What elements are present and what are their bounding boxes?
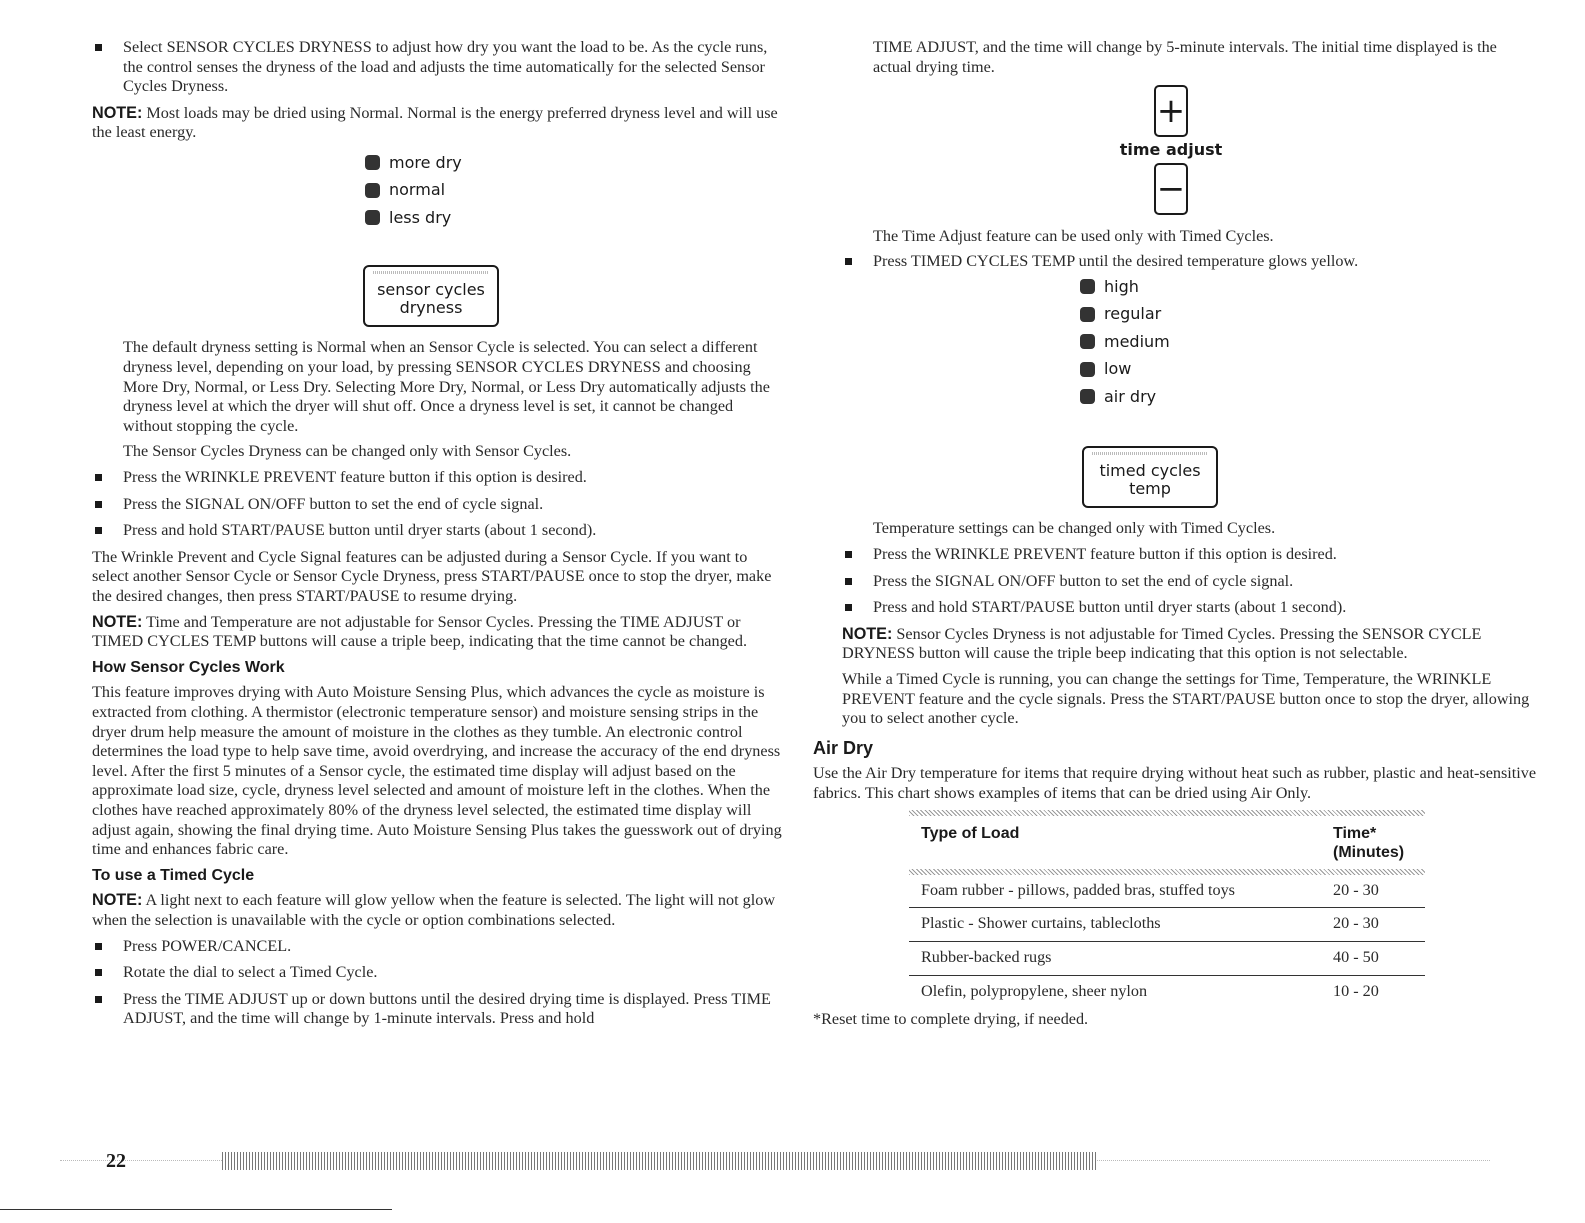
section-heading-how-sensor-cycles-work: How Sensor Cycles Work bbox=[92, 658, 285, 676]
bullet-list-options bbox=[92, 468, 782, 541]
note-paragraph bbox=[92, 613, 782, 652]
option-normal bbox=[365, 176, 782, 204]
cell-load: Foam rubber - pillows, padded bras, stuffed toys bbox=[909, 875, 1321, 908]
bullet-list-timed bbox=[92, 937, 782, 1029]
option-regular bbox=[1080, 300, 1537, 328]
bullet-text: Press POWER/CANCEL. bbox=[123, 936, 292, 955]
bullet-text: Press the SIGNAL ON/OFF button to set the end of cycle signal. bbox=[873, 571, 1294, 590]
cell-time: 10 - 20 bbox=[1333, 981, 1379, 1000]
cell-time: 20 - 30 bbox=[1321, 875, 1425, 908]
air-dry-paragraph: Use the Air Dry temperature for items that require drying without heat such as rubber, plastic and heat-sensitive fabrics. This chart shows examples of items that can be dried using Air Only. bbox=[813, 764, 1537, 802]
indicator-light-icon bbox=[365, 183, 380, 198]
bullet-square-icon bbox=[845, 258, 852, 265]
dryness-options bbox=[365, 149, 782, 232]
bottom-edge-rule bbox=[0, 1209, 392, 1210]
button-label-line2: temp bbox=[1129, 479, 1171, 499]
note-paragraph bbox=[92, 891, 782, 930]
bullet-list-timed-options bbox=[842, 545, 1537, 618]
option-label: regular bbox=[1104, 304, 1162, 324]
note-label: NOTE: bbox=[92, 103, 143, 122]
header-line2: (Minutes) bbox=[1333, 844, 1405, 862]
while-running-paragraph: While a Timed Cycle is running, you can change the settings for Time, Temperature, the WRINKLE PREVENT feature and the cycle signals. Press the START/PAUSE button once to stop the dryer, allowing you to select another cycle. bbox=[842, 670, 1530, 728]
list-item bbox=[92, 937, 782, 957]
minus-symbol: − bbox=[1156, 168, 1186, 209]
bullet-text: Rotate the dial to select a Timed Cycle. bbox=[123, 963, 378, 982]
time-adjust-note-paragraph: The Time Adjust feature can be used only with Timed Cycles. bbox=[873, 226, 1274, 245]
cell-load: Plastic - Shower curtains, tablecloths bbox=[909, 908, 1321, 942]
option-label: medium bbox=[1104, 331, 1170, 351]
wrinkle-paragraph: The Wrinkle Prevent and Cycle Signal features can be adjusted during a Sensor Cycle. If you want to select another Sensor Cycle or Sensor Cycle Dryness, press START/PAUSE once to stop the dryer, make the desired changes, then press START/PAUSE to resume drying. bbox=[92, 547, 772, 605]
column-header-type-of-load: Type of Load bbox=[921, 824, 1020, 842]
default-dryness-paragraph: The default dryness setting is Normal when an Sensor Cycle is selected. You can select a different dryness level, depending on your load, by pressing SENSOR CYCLES DRYNESS and choosing More Dry, Normal, or Less Dry. Selecting More Dry, Normal, or Less Dry automatically adjusts the dryness level at which the dryer will shut off. Once a dryness level is set, it cannot be changed without stopping the cycle. bbox=[123, 338, 770, 435]
button-label-line2: dryness bbox=[399, 298, 463, 318]
bullet-square-icon bbox=[845, 578, 852, 585]
bullet-text: Press and hold START/PAUSE button until dryer starts (about 1 second). bbox=[123, 521, 597, 540]
header-line1: Time* bbox=[1333, 824, 1377, 842]
table-row bbox=[909, 908, 1425, 942]
table-row bbox=[909, 875, 1425, 908]
bullet-text: Press the TIME ADJUST up or down buttons until the desired drying time is displayed. Press TIME ADJUST, and the time will change by 1-minute intervals. Press and hold bbox=[123, 989, 771, 1028]
bullet-square-icon bbox=[845, 551, 852, 558]
list-item bbox=[842, 545, 1537, 565]
right-column bbox=[813, 38, 1537, 1036]
button-label-line1: timed cycles bbox=[1099, 461, 1201, 481]
indicator-light-icon bbox=[1080, 279, 1095, 294]
bullet-text: Press and hold START/PAUSE button until dryer starts (about 1 second). bbox=[873, 598, 1347, 617]
air-dry-table bbox=[909, 816, 1425, 1009]
bullet-text: Press the WRINKLE PREVENT feature button if this option is desired. bbox=[123, 468, 587, 487]
note-label: NOTE: bbox=[842, 624, 893, 643]
option-label: high bbox=[1104, 276, 1139, 296]
left-column bbox=[92, 38, 782, 1036]
note-paragraph bbox=[817, 625, 1537, 664]
bullet-square-icon bbox=[95, 969, 102, 976]
bullet-square-icon bbox=[95, 44, 102, 51]
option-label: normal bbox=[389, 180, 446, 200]
bullet-text: Press the WRINKLE PREVENT feature button if this option is desired. bbox=[873, 545, 1337, 564]
bullet-square-icon bbox=[95, 527, 102, 534]
list-item bbox=[842, 598, 1537, 618]
indicator-light-icon bbox=[1080, 389, 1095, 404]
option-air-dry bbox=[1080, 383, 1537, 411]
option-label: less dry bbox=[389, 207, 452, 227]
plus-symbol: + bbox=[1156, 91, 1186, 132]
bullet-square-icon bbox=[95, 943, 102, 950]
timed-cycles-temp-button bbox=[1082, 446, 1218, 508]
temperature-settings-paragraph: Temperature settings can be changed only with Timed Cycles. bbox=[873, 519, 1276, 538]
option-label: more dry bbox=[389, 152, 462, 172]
cell-load: Olefin, polypropylene, sheer nylon bbox=[921, 981, 1148, 1000]
bullet-text: Press TIMED CYCLES TEMP until the desired temperature glows yellow. bbox=[873, 252, 1359, 271]
table-row bbox=[909, 975, 1425, 1008]
bullet-text: Press the SIGNAL ON/OFF button to set the end of cycle signal. bbox=[123, 494, 544, 513]
option-label: air dry bbox=[1104, 386, 1157, 406]
list-item bbox=[92, 38, 782, 97]
how-sensor-paragraph: This feature improves drying with Auto Moisture Sensing Plus, which advances the cycle as moisture is extracted from clothing. A thermistor (electronic temperature sensor) and moisture sensing strips in the dryer drum help measure the amount of moisture in the clothes as they tumble. An electronic control determines the load type to help save time, avoid overdrying, and increase the accuracy of the end dryness level. After the first 5 minutes of a Sensor cycle, the estimated time display will adjust based on the approximate load size, cycle, dryness level selected and amount of moisture left in the clothes. When the clothes have reached approximately 80% of the dryness level selected, the estimated time display will adjust again, showing the final drying time. Auto Moisture Sensing Plus takes the guesswork out of drying time and enhances fabric care. bbox=[92, 683, 782, 859]
page-number: 22 bbox=[106, 1150, 126, 1172]
note-label: NOTE: bbox=[92, 612, 143, 631]
indicator-light-icon bbox=[1080, 362, 1095, 377]
temperature-options bbox=[1080, 273, 1537, 411]
option-medium bbox=[1080, 328, 1537, 356]
indicator-light-icon bbox=[365, 210, 380, 225]
cell-time: 20 - 30 bbox=[1321, 908, 1425, 942]
bullet-square-icon bbox=[95, 501, 102, 508]
note-text: Sensor Cycles Dryness is not adjustable for Timed Cycles. Pressing the SENSOR CYCLE DRYNESS button will cause the triple beep indicating that this option is not selectable. bbox=[842, 624, 1482, 663]
bullet-list-temp bbox=[842, 252, 1537, 272]
dryness-changed-paragraph: The Sensor Cycles Dryness can be changed only with Sensor Cycles. bbox=[123, 442, 572, 461]
option-more-dry bbox=[365, 149, 782, 177]
time-adjust-control bbox=[1101, 85, 1241, 215]
note-paragraph bbox=[92, 104, 782, 143]
button-label-line1: sensor cycles bbox=[377, 280, 485, 300]
section-heading-timed-cycle: To use a Timed Cycle bbox=[92, 866, 255, 884]
cell-time: 40 - 50 bbox=[1321, 941, 1425, 975]
bullet-square-icon bbox=[95, 474, 102, 481]
cell-load: Rubber-backed rugs bbox=[909, 941, 1321, 975]
indicator-light-icon bbox=[1080, 334, 1095, 349]
bullet-text: Select SENSOR CYCLES DRYNESS to adjust how dry you want the load to be. As the cycle runs, the control senses the dryness of the load and adjusts the time automatically for the selected Sensor Cycles Dryness. bbox=[123, 38, 768, 96]
bullet-list-sensor bbox=[92, 38, 782, 97]
bullet-square-icon bbox=[845, 604, 852, 611]
table-footnote: *Reset time to complete drying, if needed. bbox=[813, 1010, 1089, 1029]
table-row bbox=[909, 941, 1425, 975]
option-label: low bbox=[1104, 359, 1132, 379]
list-item bbox=[92, 495, 782, 515]
option-less-dry bbox=[365, 204, 782, 232]
indicator-light-icon bbox=[365, 155, 380, 170]
list-item bbox=[842, 572, 1537, 592]
list-item bbox=[92, 521, 782, 541]
minus-icon bbox=[1154, 163, 1188, 215]
note-text: A light next to each feature will glow yellow when the feature is selected. The light will not glow when the selection is unavailable with the cycle or option combinations selected. bbox=[92, 891, 776, 929]
option-low bbox=[1080, 355, 1537, 383]
bullet-square-icon bbox=[95, 996, 102, 1003]
time-adjust-continued-paragraph: TIME ADJUST, and the time will change by 5-minute intervals. The initial time displayed is the actual drying time. bbox=[873, 38, 1497, 76]
plus-icon bbox=[1154, 85, 1188, 137]
note-text: Time and Temperature are not adjustable for Sensor Cycles. Pressing the TIME ADJUST or TIMED CYCLES TEMP buttons will cause a triple beep, indicating that the time cannot be changed. bbox=[92, 612, 748, 651]
time-adjust-label: time adjust bbox=[1119, 140, 1223, 160]
list-item bbox=[92, 990, 782, 1029]
note-text: Most loads may be dried using Normal. Normal is the energy preferred dryness level and will use the least energy. bbox=[92, 103, 778, 142]
list-item bbox=[842, 252, 1537, 272]
indicator-light-icon bbox=[1080, 307, 1095, 322]
column-header-time bbox=[1321, 816, 1425, 869]
list-item bbox=[92, 468, 782, 488]
sensor-cycles-dryness-button bbox=[363, 265, 499, 327]
table-header-row bbox=[909, 816, 1425, 869]
list-item bbox=[92, 963, 782, 983]
option-high bbox=[1080, 273, 1537, 301]
note-label: NOTE: bbox=[92, 891, 143, 910]
section-heading-air-dry: Air Dry bbox=[813, 737, 874, 758]
footer-hatched-bar bbox=[222, 1152, 1097, 1170]
